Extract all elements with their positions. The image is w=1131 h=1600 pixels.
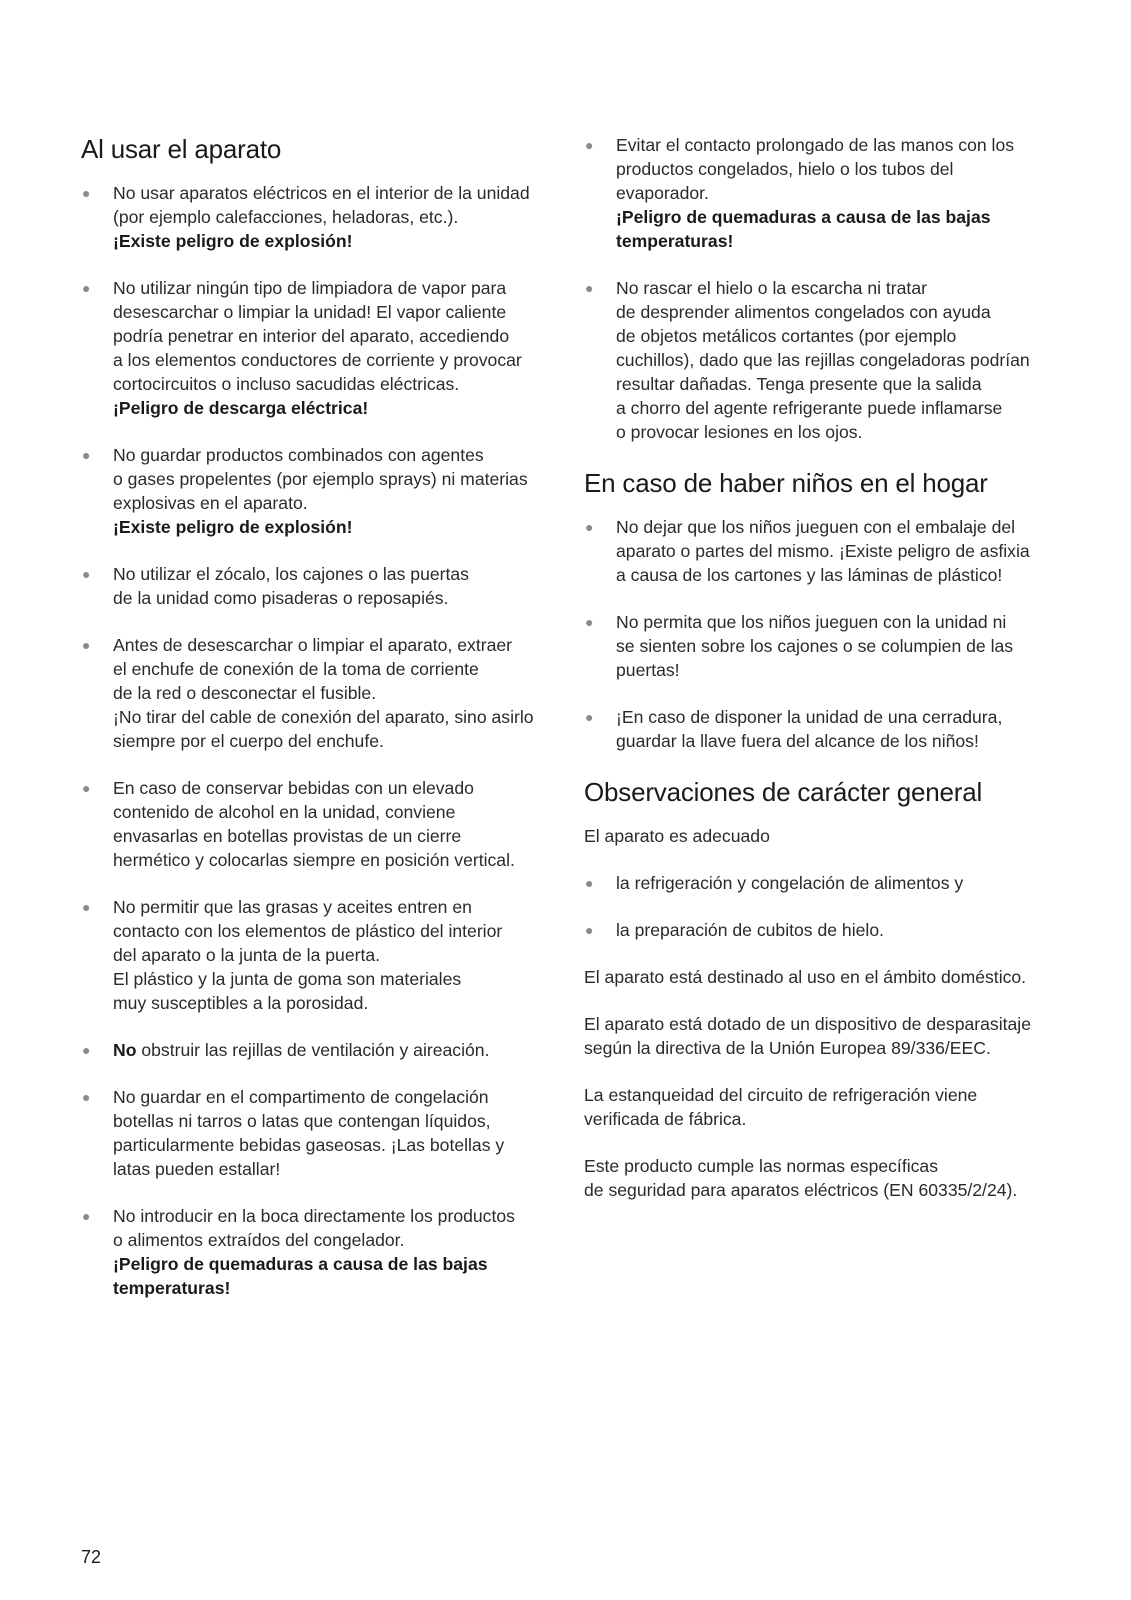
bullet-icon: ●	[82, 447, 91, 463]
bullet-icon: ●	[82, 280, 91, 296]
list-item	[81, 776, 556, 872]
warning-text: ¡Peligro de quemaduras a causa de las bajas	[113, 1254, 488, 1274]
warning-text: ¡Existe peligro de explosión!	[113, 517, 353, 537]
list-item	[81, 1204, 556, 1300]
text-line: Antes de desescarchar o limpiar el aparato, extraer	[113, 635, 512, 655]
section-heading-general: Observaciones de carácter general	[584, 777, 983, 807]
general-list	[584, 871, 1059, 942]
text-line: No guardar en el compartimento de congelación	[113, 1087, 489, 1107]
usage-list	[81, 181, 556, 1300]
text-line: muy susceptibles a la porosidad.	[113, 993, 369, 1013]
text-line: a los elementos conductores de corriente y provocar	[113, 350, 522, 370]
list-item	[584, 918, 1059, 942]
text-line: Evitar el contacto prolongado de las manos con los	[616, 135, 1015, 155]
text-line: No introducir en la boca directamente los productos	[113, 1206, 515, 1226]
paragraph	[584, 1083, 1059, 1131]
text-line: el enchufe de conexión de la toma de corriente	[113, 659, 479, 679]
text-line: o gases propelentes (por ejemplo sprays) ni materias	[113, 469, 528, 489]
bullet-icon: ●	[82, 1208, 91, 1224]
bullet-icon: ●	[82, 566, 91, 582]
text-line: contenido de alcohol en la unidad, conviene	[113, 802, 456, 822]
text-line: envasarlas en botellas provistas de un cierre	[113, 826, 462, 846]
right-column	[584, 133, 1059, 1225]
text-line: El plástico y la junta de goma son materiales	[113, 969, 462, 989]
bullet-icon: ●	[82, 637, 91, 653]
bullet-icon: ●	[585, 709, 594, 725]
text-line: botellas ni tarros o latas que contengan líquidos,	[113, 1111, 491, 1131]
text-line	[113, 1038, 556, 1062]
text-line: de seguridad para aparatos eléctricos (EN 60335/2/24).	[584, 1180, 1018, 1200]
text-line: No usar aparatos eléctricos en el interior de la unidad	[113, 183, 530, 203]
bullet-icon: ●	[82, 1089, 91, 1105]
list-item	[81, 443, 556, 539]
warning-text: ¡Existe peligro de explosión!	[113, 231, 353, 251]
text-line: (por ejemplo calefacciones, heladoras, etc.).	[113, 207, 459, 227]
general-intro: El aparato es adecuado	[584, 826, 770, 846]
text-line: a causa de los cartones y las láminas de plástico!	[616, 565, 1003, 585]
text-line: No utilizar ningún tipo de limpiadora de vapor para	[113, 278, 507, 298]
list-item	[81, 1038, 556, 1062]
text-line: No guardar productos combinados con agentes	[113, 445, 484, 465]
text-line: aparato o partes del mismo. ¡Existe peligro de asfixia	[616, 541, 1030, 561]
text-line: de desprender alimentos congelados con ayuda	[616, 302, 991, 322]
text-line: productos congelados, hielo o los tubos del	[616, 159, 954, 179]
bullet-icon: ●	[585, 137, 594, 153]
text-line: No rascar el hielo o la escarcha ni tratar	[616, 278, 927, 298]
text-line: No permitir que las grasas y aceites entren en	[113, 897, 472, 917]
bullet-icon: ●	[585, 922, 594, 938]
section-heading-usage: Al usar el aparato	[81, 134, 282, 164]
list-item	[584, 515, 1059, 587]
bullet-icon: ●	[82, 780, 91, 796]
usage-list-continued	[584, 133, 1059, 444]
page-number: 72	[81, 1547, 102, 1567]
text-line: El aparato está dotado de un dispositivo de desparasitaje	[584, 1014, 1031, 1034]
text-line: No dejar que los niños jueguen con el embalaje del	[616, 517, 1016, 537]
bullet-icon: ●	[82, 899, 91, 915]
text-line: del aparato o la junta de la puerta.	[113, 945, 381, 965]
paragraph	[584, 965, 1059, 989]
text-line: la refrigeración y congelación de alimentos y	[616, 873, 964, 893]
warning-text: temperaturas!	[616, 231, 734, 251]
section-heading-children: En caso de haber niños en el hogar	[584, 468, 988, 498]
text-line: o alimentos extraídos del congelador.	[113, 1230, 405, 1250]
text-line: explosivas en el aparato.	[113, 493, 308, 513]
list-item	[81, 276, 556, 420]
bullet-icon: ●	[585, 280, 594, 296]
bullet-icon: ●	[585, 519, 594, 535]
children-list	[584, 515, 1059, 753]
text-line: de la unidad como pisaderas o reposapiés.	[113, 588, 449, 608]
text-line: la preparación de cubitos de hielo.	[616, 920, 884, 940]
text-line: guardar la llave fuera del alcance de los niños!	[616, 731, 979, 751]
list-item	[584, 610, 1059, 682]
bold-lead-text: No	[113, 1040, 137, 1060]
text-line: siempre por el cuerpo del enchufe.	[113, 731, 384, 751]
warning-text: ¡Peligro de descarga eléctrica!	[113, 398, 369, 418]
list-item	[81, 633, 556, 753]
text-line: particularmente bebidas gaseosas. ¡Las botellas y	[113, 1135, 505, 1155]
text-line: se sienten sobre los cajones o se columpien de las	[616, 636, 1014, 656]
paragraph	[584, 1012, 1059, 1060]
text-line: La estanqueidad del circuito de refrigeración viene	[584, 1085, 978, 1105]
text-line: verificada de fábrica.	[584, 1109, 747, 1129]
text-line: No permita que los niños jueguen con la unidad ni	[616, 612, 1007, 632]
text-line: latas pueden estallar!	[113, 1159, 281, 1179]
text-line: resultar dañadas. Tenga presente que la salida	[616, 374, 982, 394]
text-line: a chorro del agente refrigerante puede inflamarse	[616, 398, 1003, 418]
left-column	[81, 133, 556, 1323]
bullet-icon: ●	[82, 1042, 91, 1058]
list-item	[584, 276, 1059, 444]
text-line: de la red o desconectar el fusible.	[113, 683, 377, 703]
list-item	[81, 562, 556, 610]
text-line: En caso de conservar bebidas con un elevado	[113, 778, 474, 798]
text-line: No utilizar el zócalo, los cajones o las puertas	[113, 564, 469, 584]
text-line: ¡En caso de disponer la unidad de una cerradura,	[616, 707, 1003, 727]
list-item	[81, 1085, 556, 1181]
text-line: evaporador.	[616, 183, 709, 203]
text-line: ¡No tirar del cable de conexión del aparato, sino asirlo	[113, 707, 534, 727]
text-line: según la directiva de la Unión Europea 89/336/EEC.	[584, 1038, 991, 1058]
text-line-rest: obstruir las rejillas de ventilación y aireación.	[136, 1040, 490, 1060]
text-line: podría penetrar en interior del aparato, accediendo	[113, 326, 510, 346]
text-line: o provocar lesiones en los ojos.	[616, 422, 863, 442]
list-item	[584, 705, 1059, 753]
list-item	[81, 181, 556, 253]
bullet-icon: ●	[82, 185, 91, 201]
text-line: cuchillos), dado que las rejillas congeladoras podrían	[616, 350, 1030, 370]
text-line: Este producto cumple las normas específicas	[584, 1156, 938, 1176]
list-item	[81, 895, 556, 1015]
text-line: de objetos metálicos cortantes (por ejemplo	[616, 326, 957, 346]
bullet-icon: ●	[585, 875, 594, 891]
warning-text: temperaturas!	[113, 1278, 231, 1298]
warning-text: ¡Peligro de quemaduras a causa de las bajas	[616, 207, 991, 227]
bullet-icon: ●	[585, 614, 594, 630]
paragraph	[584, 1154, 1059, 1202]
text-line: puertas!	[616, 660, 680, 680]
text-line: desescarchar o limpiar la unidad! El vapor caliente	[113, 302, 507, 322]
text-line: contacto con los elementos de plástico del interior	[113, 921, 503, 941]
list-item	[584, 871, 1059, 895]
text-line: cortocircuitos o incluso sacudidas eléctricas.	[113, 374, 460, 394]
text-line: El aparato está destinado al uso en el ámbito doméstico.	[584, 967, 1027, 987]
list-item	[584, 133, 1059, 253]
text-line: hermético y colocarlas siempre en posición vertical.	[113, 850, 515, 870]
